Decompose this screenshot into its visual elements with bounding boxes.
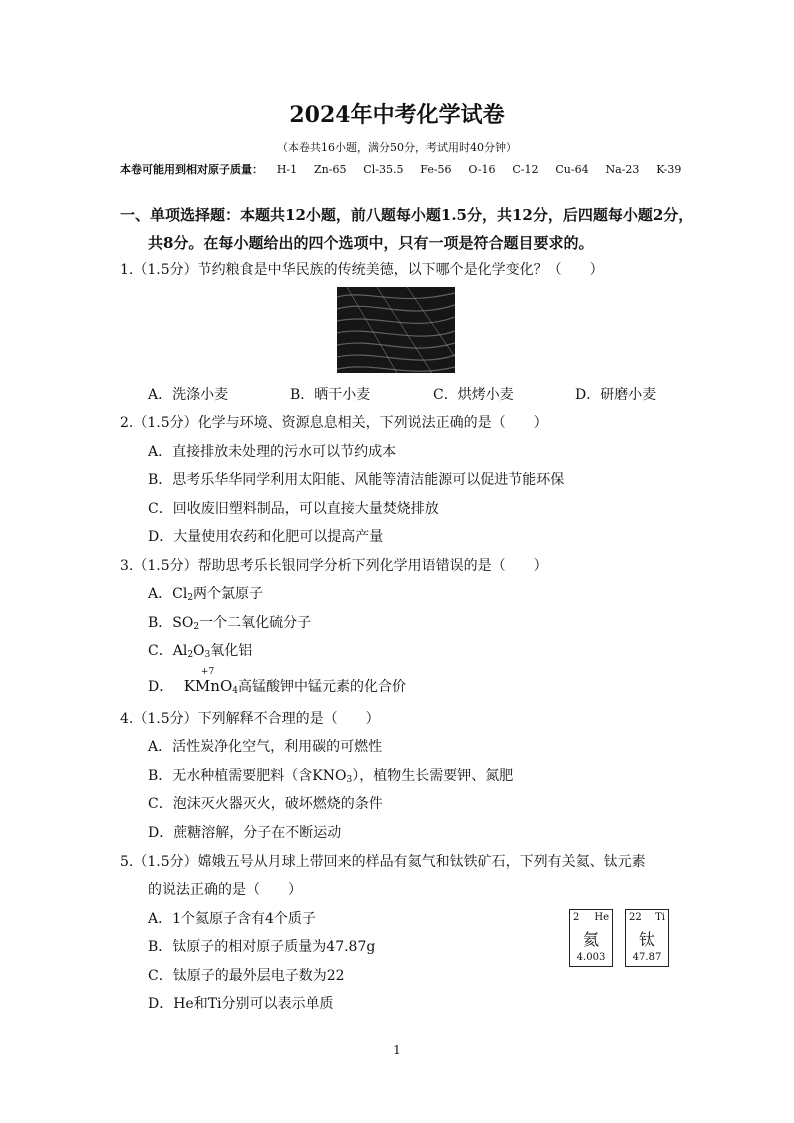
q4-option-a: A．活性炭净化空气，利用碳的可燃性 bbox=[148, 739, 383, 755]
question-1-stem: 1.（1.5分）节约粮食是中华民族的传统美德，以下哪个是化学变化？（ ） bbox=[120, 262, 604, 278]
question-2-stem: 2.（1.5分）化学与环境、资源息息相关，下列说法正确的是（ ） bbox=[120, 415, 548, 431]
q3-b-prefix: B．SO bbox=[148, 615, 194, 631]
q3-d-formula-k: K bbox=[183, 677, 195, 695]
element-symbol: He bbox=[594, 912, 609, 923]
q3-c-text: 氧化铝 bbox=[210, 643, 253, 659]
element-name: 氦 bbox=[582, 930, 599, 949]
section-heading: 一、单项选择题：本题共12小题，前八题每小题1.5分，共12分，后四题每小题2分， bbox=[120, 206, 694, 224]
q3-c-mid: O bbox=[193, 643, 205, 659]
mass-item: C-12 bbox=[512, 163, 539, 176]
element-cell-titanium bbox=[625, 909, 669, 967]
q4-option-d: D．蔗糖溶解，分子在不断运动 bbox=[148, 825, 342, 841]
q2-option-c: C．回收废旧塑料制品，可以直接大量焚烧排放 bbox=[148, 501, 439, 517]
q3-b-sub: 2 bbox=[193, 622, 200, 632]
q3-d-formula-mn: Mn bbox=[194, 677, 220, 695]
wheat-photo bbox=[337, 287, 455, 373]
q3-option-c bbox=[148, 640, 252, 660]
question-4-stem: 4.（1.5分）下列解释不合理的是（ ） bbox=[120, 711, 380, 727]
q1-option-c: C．烘烤小麦 bbox=[433, 387, 514, 403]
mass-item: Na-23 bbox=[605, 163, 640, 176]
q3-d-text: 高锰酸钾中锰元素的化合价 bbox=[237, 679, 406, 695]
q4-option-c: C．泡沫灭火器灭火，破坏燃烧的条件 bbox=[148, 796, 383, 812]
q4-b-suffix: ），植物生长需要钾、氮肥 bbox=[352, 768, 514, 784]
q4-b-sub: 3 bbox=[346, 775, 353, 785]
q2-option-a: A．直接排放未处理的污水可以节约成本 bbox=[148, 444, 397, 460]
atomic-masses bbox=[120, 161, 694, 177]
mass-item: K-39 bbox=[656, 163, 682, 176]
section-heading-cont: 共8分。在每小题给出的四个选项中，只有一项是符合题目要求的。 bbox=[148, 234, 594, 252]
question-3-stem: 3.（1.5分）帮助思考乐长银同学分析下列化学用语错误的是（ ） bbox=[120, 558, 548, 574]
q3-c-sub2: 3 bbox=[204, 650, 211, 660]
page-number: 1 bbox=[393, 1043, 401, 1057]
element-symbol: Ti bbox=[655, 912, 665, 923]
q5-option-d: D．He和Ti分别可以表示单质 bbox=[148, 996, 334, 1012]
wheat-texture-image bbox=[337, 287, 455, 373]
q3-d-mn-group bbox=[194, 667, 220, 695]
q3-option-d bbox=[148, 667, 406, 696]
q3-d-prefix: D． bbox=[148, 679, 174, 695]
q3-option-b bbox=[148, 612, 311, 632]
q1-option-b: B．晒干小麦 bbox=[290, 387, 371, 403]
q3-b-text: 一个二氧化硫分子 bbox=[199, 615, 312, 631]
q3-d-formula-o: O bbox=[219, 677, 233, 695]
q3-d-sub: 4 bbox=[232, 686, 238, 696]
element-name: 钛 bbox=[638, 930, 655, 949]
q4-option-b bbox=[148, 765, 513, 785]
q3-d-charge: +7 bbox=[200, 667, 215, 677]
question-5-stem-cont: 的说法正确的是（ ） bbox=[148, 882, 302, 898]
question-5-stem: 5.（1.5分）嫦娥五号从月球上带回来的样品有氦气和钛铁矿石，下列有关氦、钛元素 bbox=[120, 854, 646, 870]
q5-option-c: C．钛原子的最外层电子数为22 bbox=[148, 968, 345, 984]
q2-option-b: B．思考乐华华同学利用太阳能、风能等清洁能源可以促进节能环保 bbox=[148, 472, 565, 488]
q4-b-prefix: B．无水种植需要肥料（含KNO bbox=[148, 768, 347, 784]
mass-item: Zn-65 bbox=[314, 163, 347, 176]
q3-a-prefix: A．Cl bbox=[148, 586, 188, 602]
q2-option-d: D．大量使用农药和化肥可以提高产量 bbox=[148, 529, 384, 545]
q5-option-b: B．钛原子的相对原子质量为47.87g bbox=[148, 939, 376, 955]
exam-info: （本卷共16小题，满分50分，考试用时40分钟） bbox=[277, 141, 517, 154]
atomic-masses-label: 本卷可能用到相对原子质量： bbox=[120, 163, 263, 176]
atomic-mass: 47.87 bbox=[632, 952, 662, 963]
q1-option-a: A．洗涤小麦 bbox=[148, 387, 229, 403]
atomic-mass: 4.003 bbox=[576, 952, 606, 963]
q5-option-a: A．1个氦原子含有4个质子 bbox=[148, 911, 316, 927]
mass-item: H-1 bbox=[276, 163, 298, 176]
mass-item: Cu-64 bbox=[555, 163, 589, 176]
q3-c-prefix: C．Al bbox=[148, 643, 188, 659]
mass-item: Cl-35.5 bbox=[363, 163, 404, 176]
page-title: 2024年中考化学试卷 bbox=[289, 102, 505, 128]
mass-item: Fe-56 bbox=[420, 163, 452, 176]
q3-c-sub1: 2 bbox=[187, 650, 194, 660]
q3-option-a bbox=[148, 583, 263, 603]
atomic-number: 2 bbox=[573, 912, 580, 923]
q1-option-d: D．研磨小麦 bbox=[575, 387, 657, 403]
element-cell-helium bbox=[569, 909, 613, 967]
q3-a-text: 两个氯原子 bbox=[193, 586, 264, 602]
q3-a-sub: 2 bbox=[187, 593, 194, 603]
atomic-number: 22 bbox=[629, 912, 642, 923]
mass-item: O-16 bbox=[468, 163, 496, 176]
